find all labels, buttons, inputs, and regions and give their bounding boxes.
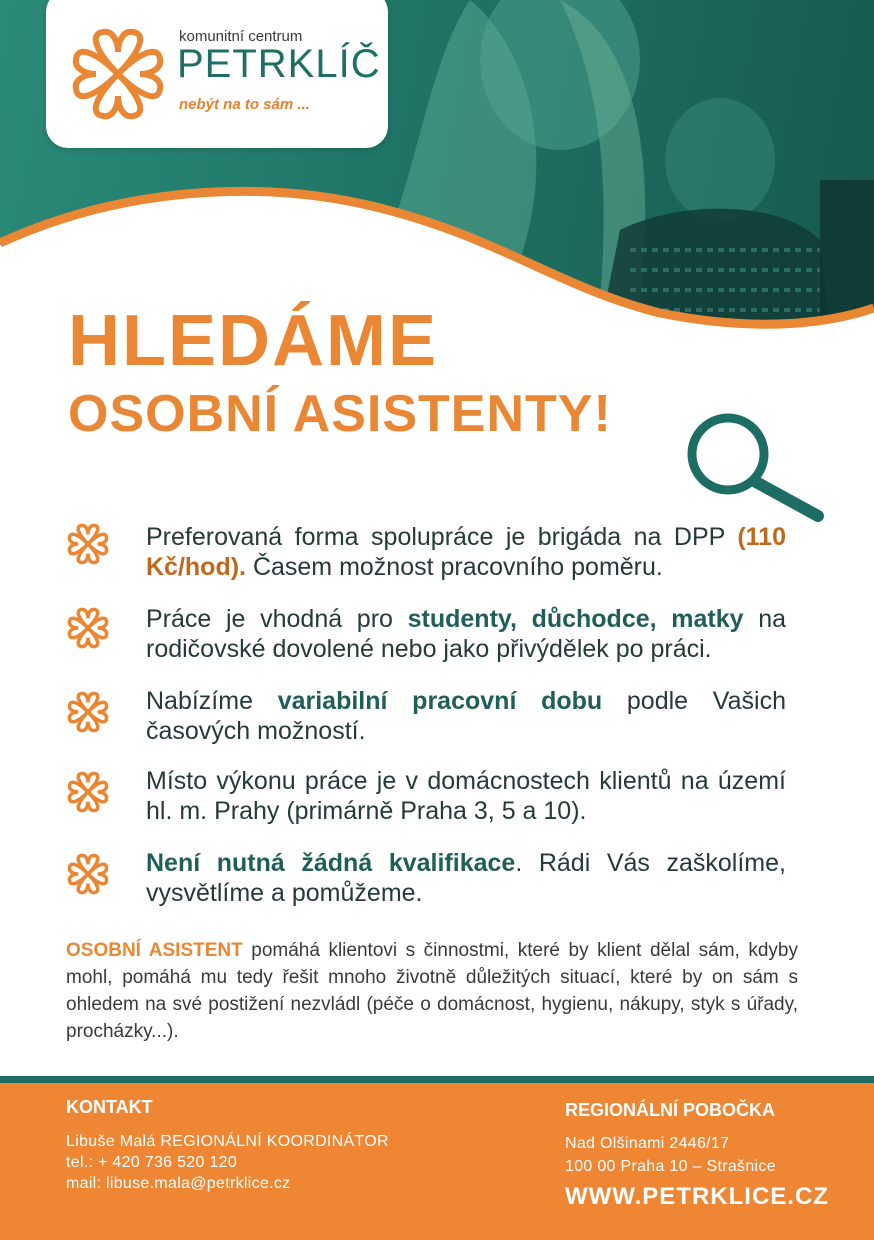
- footer: [0, 1083, 874, 1240]
- logo-subtitle: komunitní centrum: [179, 28, 303, 45]
- bullet-qualification: Není nutná žádná kvalifikace. Rádi Vás zaškolíme, vysvětlíme a pomůžeme.: [146, 849, 786, 907]
- footer-divider: [0, 1076, 874, 1083]
- logo-card[interactable]: [46, 0, 388, 148]
- bullet-target-groups: Práce je vhodná pro studenty, důchodce, matky na rodičovské dovolené nebo jako přivýdělek po práci.: [146, 605, 786, 663]
- website-link[interactable]: WWW.PETRKLICE.CZ: [565, 1183, 829, 1210]
- contact-phone[interactable]: tel.: + 420 736 520 120: [66, 1154, 238, 1171]
- headline-line1: HLEDÁME: [68, 301, 438, 381]
- clover-bullet-icon: [66, 852, 110, 896]
- branch-address-city: 100 00 Praha 10 – Strašnice: [565, 1158, 776, 1175]
- contact-title: KONTAKT: [66, 1097, 153, 1117]
- clover-bullet-icon: [66, 606, 110, 650]
- clover-bullet-icon: [66, 690, 110, 734]
- branch-address-street: Nad Olšinami 2446/17: [565, 1135, 730, 1152]
- headline-line2: OSOBNÍ ASISTENTY!: [68, 385, 612, 443]
- bullet-dpp: Preferovaná forma spolupráce je brigáda na DPP (110 Kč/hod). Časem možnost pracovního poměru.: [146, 523, 786, 581]
- branch-title: REGIONÁLNÍ POBOČKA: [565, 1100, 776, 1120]
- assistant-description: OSOBNÍ ASISTENT pomáhá klientovi s činnostmi, které by klient dělal sám, kdyby mohl, pomáhá mu tedy řešit mnoho životně důležitých situací, které by on sám s ohledem na své postižení nezvládl (péče o domácnost, hygienu, nákupy, styk s úřady, procházky...).: [66, 940, 798, 1042]
- logo-name: PETRKLÍČ: [177, 42, 381, 86]
- bullet-working-hours: Nabízíme variabilní pracovní dobu podle Vašich časových možností.: [146, 687, 786, 745]
- magnifier-icon: [680, 410, 830, 530]
- clover-bullet-icon: [66, 770, 110, 814]
- four-leaf-clover-logo-icon: [68, 24, 168, 124]
- logo-slogan: nebýt na to sám ...: [179, 96, 310, 113]
- contact-email[interactable]: mail: libuse.mala@petrklice.cz: [66, 1175, 291, 1192]
- bullet-location: Místo výkonu práce je v domácnostech klientů na území hl. m. Prahy (primárně Praha 3, 5 a 10).: [146, 767, 786, 825]
- contact-person: Libuše Malá REGIONÁLNÍ KOORDINÁTOR: [66, 1133, 389, 1150]
- clover-bullet-icon: [66, 522, 110, 566]
